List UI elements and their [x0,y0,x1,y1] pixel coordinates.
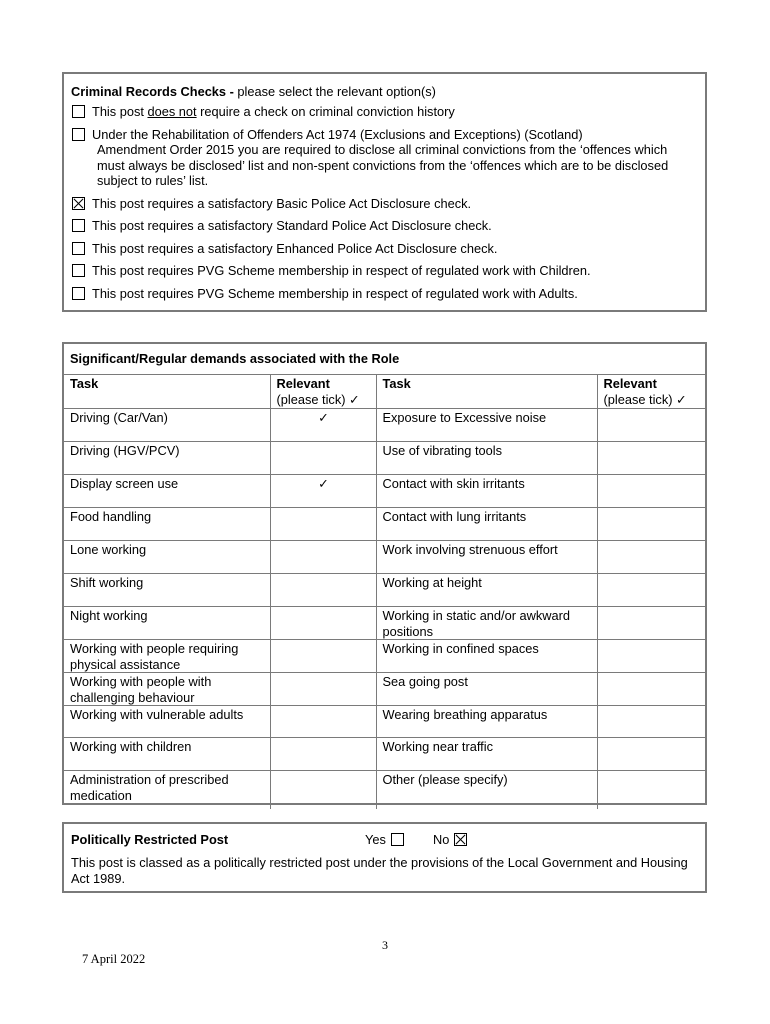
criminal-records-section [62,72,707,312]
task-cell: Lone working [64,541,270,574]
crc-option-pvg-adults: This post requires PVG Scheme membership in respect of regulated work with Adults. [71,286,705,302]
table-row [64,541,707,574]
political-title: Politically Restricted Post [71,832,229,847]
relevant-tick-cell[interactable] [597,607,707,640]
role-demands-title: Significant/Regular demands associated with the Role [64,344,707,375]
task-cell: Working with children [64,738,270,771]
relevant-tick-cell[interactable] [597,771,707,809]
task-cell: Display screen use [64,475,270,508]
relevant-tick-cell[interactable] [597,706,707,738]
crc-option-standard: This post requires a satisfactory Standard Police Act Disclosure check. [71,218,705,234]
relevant-tick-cell[interactable] [597,475,707,508]
relevant-tick-cell[interactable] [270,706,376,738]
relevant-tick-cell[interactable]: ✓ [270,475,376,508]
task-cell: Working at height [376,574,597,607]
crc-option-pvg-children: This post requires PVG Scheme membership in respect of regulated work with Children. [71,263,705,279]
footer-date: 7 April 2022 [82,952,146,966]
relevant-tick-cell[interactable] [597,442,707,475]
relevant-header: Relevant (please tick) ✓ [270,375,376,409]
crc-option-basic: This post requires a satisfactory Basic Police Act Disclosure check. [71,196,705,212]
table-row [64,409,707,442]
table-row [64,673,707,706]
task-cell: Food handling [64,508,270,541]
table-row [64,442,707,475]
relevant-header: Relevant (please tick) ✓ [597,375,707,409]
relevant-tick-cell[interactable] [597,738,707,771]
task-cell: Driving (HGV/PCV) [64,442,270,475]
crc-checkbox-pvg-adults[interactable] [72,287,85,300]
relevant-tick-cell[interactable] [270,738,376,771]
relevant-tick-cell[interactable] [597,541,707,574]
table-row [64,574,707,607]
task-cell: Shift working [64,574,270,607]
crc-checkbox-no-check[interactable] [72,105,85,118]
relevant-tick-cell[interactable] [270,607,376,640]
political-description: This post is classed as a politically restricted post under the provisions of the Local Government and Housing Act 1989. [71,855,688,886]
task-cell: Working near traffic [376,738,597,771]
task-header: Task [64,375,270,409]
political-no-option: No [433,832,467,848]
relevant-tick-cell[interactable] [270,574,376,607]
table-row [64,607,707,640]
task-cell: Working in confined spaces [376,640,597,673]
table-row [64,475,707,508]
table-row [64,771,707,809]
page-number: 3 [382,938,388,952]
task-cell: Use of vibrating tools [376,442,597,475]
relevant-tick-cell[interactable] [270,673,376,706]
relevant-tick-cell[interactable] [270,541,376,574]
crc-option-enhanced: This post requires a satisfactory Enhanced Police Act Disclosure check. [71,241,705,257]
role-demands-section [62,342,707,805]
political-yes-checkbox[interactable] [391,833,404,846]
table-row [64,640,707,673]
crc-checkbox-enhanced[interactable] [72,242,85,255]
relevant-tick-cell[interactable]: ✓ [270,409,376,442]
task-cell: Administration of prescribed medication [64,771,270,809]
task-cell: Driving (Car/Van) [64,409,270,442]
relevant-tick-cell[interactable] [270,442,376,475]
task-cell: Night working [64,607,270,640]
political-yes-option: Yes [365,832,404,848]
task-cell: Contact with skin irritants [376,475,597,508]
relevant-tick-cell[interactable] [597,508,707,541]
task-cell: Working in static and/or awkward positions [376,607,597,640]
task-cell: Wearing breathing apparatus [376,706,597,738]
task-cell: Sea going post [376,673,597,706]
task-cell: Working with people with challenging behaviour [64,673,270,706]
political-no-checkbox[interactable] [454,833,467,846]
relevant-tick-cell[interactable] [597,640,707,673]
task-cell: Contact with lung irritants [376,508,597,541]
crc-checkbox-rehabilitation[interactable] [72,128,85,141]
table-row [64,706,707,738]
crc-checkbox-basic[interactable] [72,197,85,210]
crc-option-rehabilitation: Under the Rehabilitation of Offenders Act 1974 (Exclusions and Exceptions) (Scotland) Amendment Order 2015 you are required to disclose all criminal convictions from the ‘offences which must always be disclosed’ list and non-spent convictions from the ‘offences which are to be disclosed subject to rules’ list. [71,127,705,189]
relevant-tick-cell[interactable] [270,508,376,541]
table-row [64,508,707,541]
relevant-tick-cell[interactable] [597,673,707,706]
criminal-records-title: Criminal Records Checks - please select the relevant option(s) [71,84,436,99]
relevant-tick-cell[interactable] [597,409,707,442]
crc-checkbox-pvg-children[interactable] [72,264,85,277]
task-cell: Working with people requiring physical assistance [64,640,270,673]
relevant-tick-cell[interactable] [270,640,376,673]
role-demands-table [64,344,707,809]
crc-checkbox-standard[interactable] [72,219,85,232]
task-cell: Work involving strenuous effort [376,541,597,574]
task-header: Task [376,375,597,409]
relevant-tick-cell[interactable] [270,771,376,809]
relevant-tick-cell[interactable] [597,574,707,607]
crc-option-no-check: This post does not require a check on criminal conviction history [71,104,705,120]
table-row [64,738,707,771]
task-cell: Working with vulnerable adults [64,706,270,738]
task-cell: Other (please specify) [376,771,597,809]
task-cell: Exposure to Excessive noise [376,409,597,442]
political-restriction-section [62,822,707,893]
